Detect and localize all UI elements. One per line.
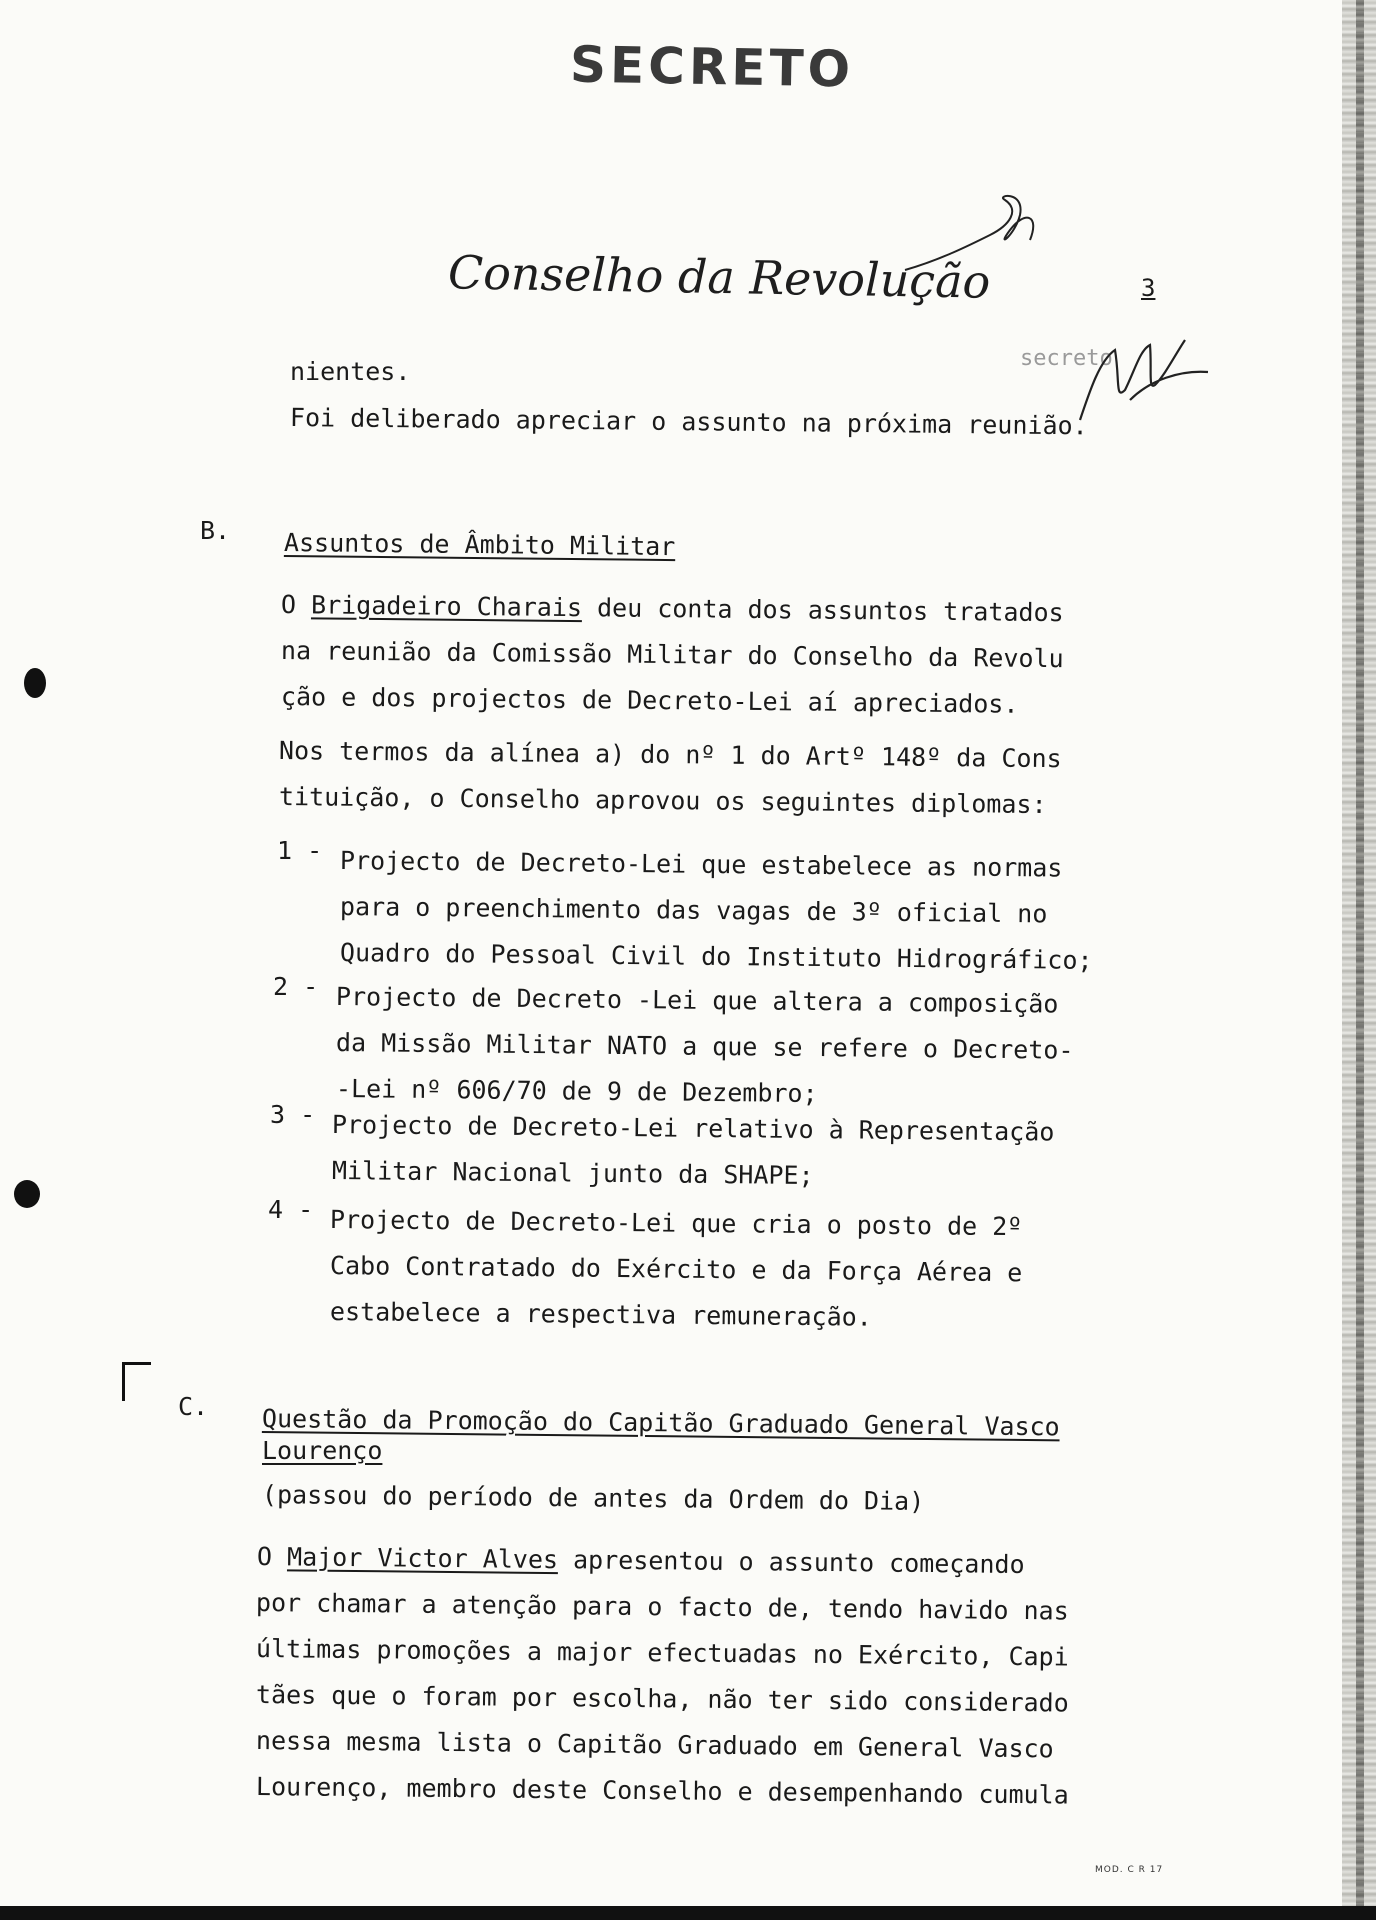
punch-hole xyxy=(24,668,46,698)
section-b-paragraph-line: ção e dos projectos de Decreto-Lei aí apreciados. xyxy=(280,682,1019,719)
section-c-heading: Questão da Promoção do Capitão Graduado General Vasco xyxy=(261,1404,1060,1442)
paragraph-prefix: O xyxy=(256,1542,288,1572)
paragraph-prefix: O xyxy=(280,590,312,620)
section-b-paragraph-line: tituição, o Conselho aprovou os seguintes diplomas: xyxy=(278,782,1047,820)
list-item-line: Cabo Contratado do Exército e da Força Aérea e xyxy=(329,1251,1023,1288)
intro-line: Foi deliberado apreciar o assunto na próxima reunião. xyxy=(289,403,1088,441)
paragraph-text: apresentou o assunto começando xyxy=(557,1545,1025,1580)
section-b-paragraph-line: Nos termos da alínea a) do nº 1 do Artº 148º da Cons xyxy=(278,736,1062,774)
section-b-paragraph-line: na reunião da Comissão Militar do Conselho da Revolu xyxy=(280,636,1064,674)
list-item-number: 4 - xyxy=(268,1195,314,1224)
list-item-line: Projecto de Decreto-Lei que estabelece as normas xyxy=(339,846,1063,883)
section-c-paragraph-line: nessa mesma lista o Capitão Graduado em General Vasco xyxy=(255,1726,1054,1764)
speaker-name: Major Victor Alves xyxy=(286,1542,559,1575)
section-c-paragraph-line xyxy=(257,1542,1025,1580)
section-c-paragraph-line: tães que o foram por escolha, não ter sido considerado xyxy=(255,1680,1069,1718)
list-item-line: da Missão Militar NATO a que se refere o Decreto- xyxy=(335,1028,1074,1065)
list-item-number: 3 - xyxy=(270,1100,316,1129)
list-item-line: estabelece a respectiva remuneração. xyxy=(329,1297,872,1332)
list-item-line: Projecto de Decreto -Lei que altera a composição xyxy=(335,982,1059,1019)
punch-hole xyxy=(14,1180,40,1208)
form-code: MOD. C R 17 xyxy=(1095,1865,1164,1875)
section-b-heading: Assuntos de Âmbito Militar xyxy=(283,528,676,562)
list-item-line: Militar Nacional junto da SHAPE; xyxy=(331,1156,814,1191)
list-item-number: 1 - xyxy=(277,836,323,865)
paragraph-text: deu conta dos assuntos tratados xyxy=(581,593,1064,628)
list-item-line: -Lei nº 606/70 de 9 de Dezembro; xyxy=(335,1074,818,1109)
section-c-note: (passou do período de antes da Ordem do Dia) xyxy=(261,1480,925,1516)
section-c-paragraph-line: Lourenço, membro deste Conselho e desempenhando cumula xyxy=(255,1772,1069,1810)
scan-edge-shadow xyxy=(1356,0,1364,1920)
list-item-line: Projecto de Decreto-Lei que cria o posto de 2º xyxy=(329,1205,1023,1242)
classification-stamp: SECRETO xyxy=(569,35,855,99)
section-c-heading: Lourenço xyxy=(262,1436,383,1465)
margin-bracket xyxy=(122,1362,151,1401)
list-item-line: para o preenchimento das vagas de 3º oficial no xyxy=(339,892,1048,929)
section-c-letter: C. xyxy=(178,1392,209,1421)
section-c-paragraph-line: últimas promoções a major efectuadas no Exército, Capi xyxy=(255,1634,1069,1672)
signature xyxy=(900,190,1060,280)
section-b-letter: B. xyxy=(200,516,231,545)
letterhead: Conselho da Revolução xyxy=(447,245,991,309)
faint-secret-stamp: secreto xyxy=(1020,346,1113,371)
page-number: 3 xyxy=(1141,274,1156,302)
speaker-name: Brigadeiro Charais xyxy=(310,590,583,623)
list-item-line: Quadro do Pessoal Civil do Instituto Hidrográfico; xyxy=(339,938,1093,975)
list-item-line: Projecto de Decreto-Lei relativo à Representação xyxy=(331,1110,1055,1147)
list-item-number: 2 - xyxy=(273,972,319,1001)
section-c-paragraph-line: por chamar a atenção para o facto de, tendo havido nas xyxy=(255,1588,1069,1626)
scan-bottom-edge xyxy=(0,1906,1376,1920)
intro-line: nientes. xyxy=(290,357,411,386)
section-b-paragraph-line xyxy=(281,590,1064,628)
